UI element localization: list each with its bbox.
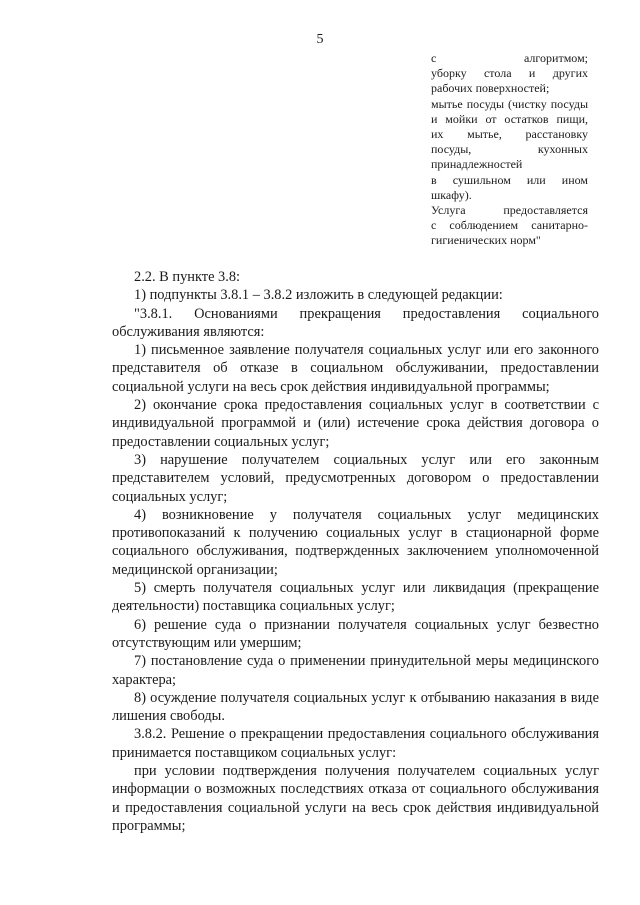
table-line: и мойки от остатков пищи, [431, 111, 588, 126]
paragraph: 3.8.2. Решение о прекращении предоставления социального обслуживания принимается поставщиком социальных услуг: [112, 726, 599, 761]
list-item: 3) нарушение получателем социальных услуг или его законным представителем условий, предусмотренных договором о предоставлении социальных услуг; [112, 451, 599, 505]
table-cell-fragment [431, 51, 588, 249]
table-line: принадлежностей [431, 157, 523, 172]
table-line: уборку стола и других [431, 66, 588, 81]
list-item: 2) окончание срока предоставления социальных услуг в соответствии с индивидуальной программой и (или) истечение срока действия договора о предоставлении социальных услуг; [112, 397, 599, 450]
list-item: 1) письменное заявление получателя социальных услуг или его законного представителя об отказе в социальном обслуживании, предоставлении социальной услуги на весь срок действия индивидуальной программы; [112, 342, 599, 395]
table-line: Услуга предоставляется [431, 203, 588, 218]
paragraph: при условии подтверждения получения получателем социальных услуг информации о возможных последствиях отказа от социального обслуживания и предоставления социальной услуги на весь срок действия индивидуальной программы; [112, 763, 599, 834]
section-heading: 2.2. В пункте 3.8: [134, 269, 241, 285]
table-line: в сушильном или ином [431, 172, 588, 187]
page-number: 5 [316, 32, 324, 47]
paragraph: "3.8.1. Основаниями прекращения предоставления социального обслуживания являются: [112, 305, 599, 340]
table-line: с алгоритмом; [431, 51, 588, 65]
list-item: 4) возникновение у получателя социальных услуг медицинских противопоказаний к получению социальных услуг в стационарной форме социального обслуживания, подтвержденных заключением уполномоченной медицинской организации; [112, 506, 599, 578]
list-item: 6) решение суда о признании получателя социальных услуг безвестно отсутствующим или умершим; [112, 616, 599, 651]
paragraph: 1) подпункты 3.8.1 – 3.8.2 изложить в следующей редакции: [134, 287, 503, 304]
table-line: мытье посуды (чистку посуды [431, 96, 588, 111]
list-item: 5) смерть получателя социальных услуг или ликвидация (прекращение деятельности) поставщика социальных услуг; [112, 580, 599, 615]
list-item: 8) осуждение получателя социальных услуг к отбыванию наказания в виде лишения свободы. [112, 689, 599, 725]
document-body [112, 268, 599, 835]
table-line: посуды, кухонных [431, 142, 588, 157]
list-item: 7) постановление суда о применении принудительной меры медицинского характера; [112, 653, 599, 688]
table-line: с соблюдением санитарно- [431, 218, 588, 233]
table-line: шкафу). [431, 187, 472, 202]
table-line: гигиенических норм" [431, 233, 541, 248]
table-line: их мытье, расстановку [431, 127, 588, 142]
table-line: рабочих поверхностей; [431, 81, 550, 96]
